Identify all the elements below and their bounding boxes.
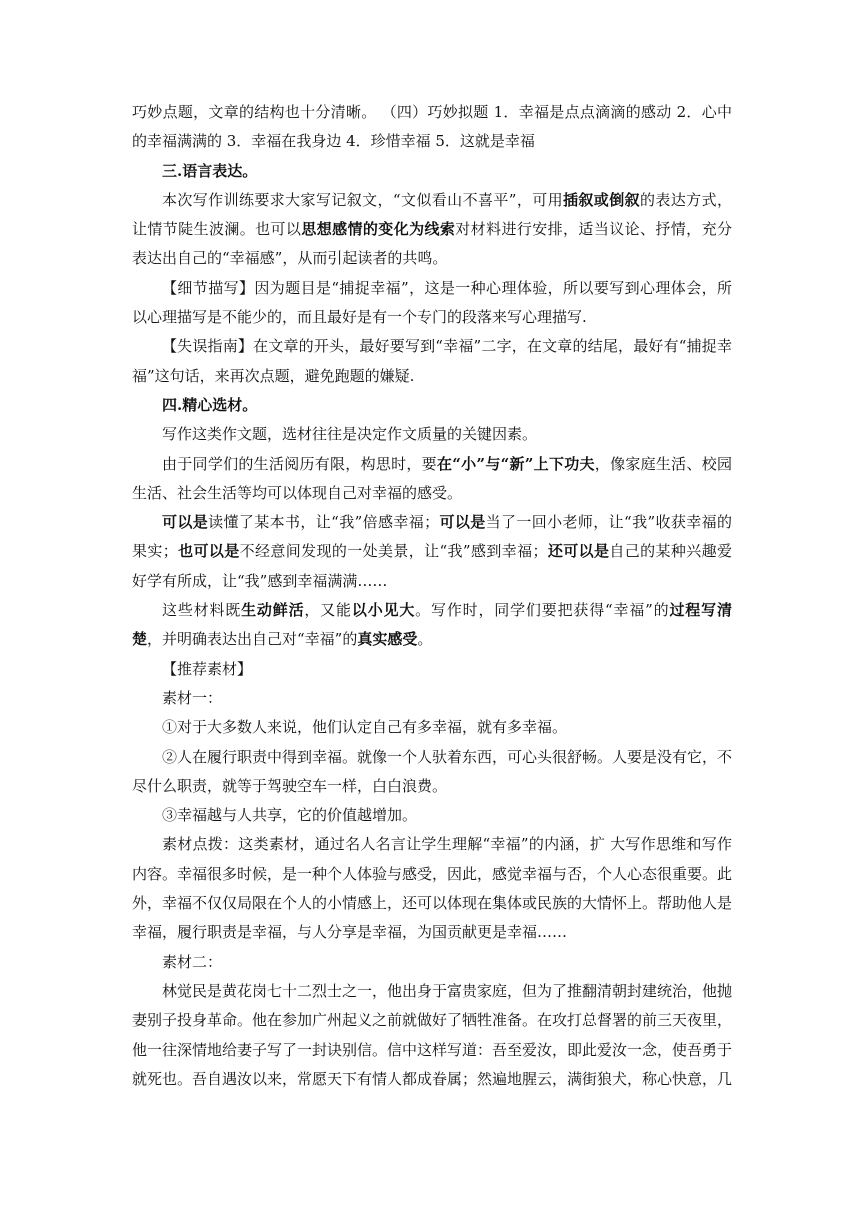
bold-text: 生动鲜活 xyxy=(241,601,305,620)
paragraph xyxy=(132,948,732,977)
text-run: 不经意间发现的一处美景，让“我”感到幸福； xyxy=(239,542,548,561)
paragraph xyxy=(132,713,732,742)
text-run: 的表达方式，让情节陡生波澜。也可以 xyxy=(132,190,732,239)
text-run: 。 xyxy=(417,630,433,649)
bold-text: 过程写清楚 xyxy=(132,601,732,649)
text-run: ②人在履行职责中得到幸福。就像一个人驮着东西，可心头很舒畅。人要是没有它，不尽什么职责，就等于驾驶空车一样，白白浪费。 xyxy=(132,747,733,795)
text-run: 这些材料既 xyxy=(162,601,242,620)
section-heading xyxy=(132,391,732,420)
text-run: 三.语言表达。 xyxy=(162,161,258,180)
bold-text: 在“小”与“新”上下功夫 xyxy=(436,454,595,473)
text-run: 【细节描写】因为题目是“捕捉幸福”，这是一种心理体验，所以要写到心理体会，所以心理描写是不能少的，而且最好是有一个专门的段落来写心理描写. xyxy=(132,278,732,327)
document-body xyxy=(132,98,732,1094)
paragraph xyxy=(132,420,732,449)
paragraph xyxy=(132,743,732,802)
paragraph xyxy=(132,332,732,391)
paragraph xyxy=(132,801,732,830)
text-run: 林觉民是黄花岗七十二烈士之一，他出身于富贵家庭，但为了推翻清朝封建统治，他抛妻别子投身革命。他在参加广州起义之前就做好了牺牲准备。在攻打总督署的前三天夜里，他一往深情地给妻子写了一封诀别信。信中这样写道：吾至爱汝，即此爱汝一念，使吾勇于就死也。吾自遇汝以来，常愿天下有情人都成眷属；然遍地腥云，满街狼犬，称心快意，几 xyxy=(132,981,733,1088)
bold-text: 可以是 xyxy=(162,513,209,532)
bold-text: 也可以是 xyxy=(177,542,240,561)
text-run: 对材料进行安排，适当议论、抒情，充分表达出自己的“幸福感”，从而引起读者的共鸣。 xyxy=(132,220,732,268)
paragraph xyxy=(132,684,732,713)
text-run: 素材二： xyxy=(162,952,223,971)
paragraph xyxy=(132,98,732,157)
paragraph xyxy=(132,450,732,509)
bold-text: 真实感受 xyxy=(357,630,418,649)
text-run: 【推荐素材】 xyxy=(162,659,253,678)
paragraph xyxy=(132,508,732,596)
text-run: 素材一： xyxy=(162,688,223,707)
paragraph xyxy=(132,186,732,274)
text-run: 本次写作训练要求大家写记叙文，“文似看山不喜平”，可用 xyxy=(162,190,564,209)
text-run: 素材点拨：这类素材，通过名人名言让学生理解“幸福”的内涵，扩 大写作思维和写作内容。幸福很多时候，是一种个人体验与感受，因此，感觉幸福与否，个人心态很重要。此外，幸福不仅仅局限在个人的小情感上，还可以体现在集体或民族的大情怀上。帮助他人是幸福，履行职责是幸福，与人分享是幸福，为国贡献更是幸福…… xyxy=(132,835,733,942)
text-run: 自己的某种兴趣爱好学有所成，让“我”感到幸福满满…… xyxy=(132,542,732,590)
paragraph xyxy=(132,596,732,655)
bold-text: 插叙或倒叙 xyxy=(563,190,640,209)
text-run: 四.精心选材。 xyxy=(162,395,258,414)
paragraph xyxy=(132,977,732,1094)
paragraph xyxy=(132,830,732,947)
bold-text: 可以是 xyxy=(439,513,486,532)
text-run: 写作这类作文题，选材往往是决定作文质量的关键因素。 xyxy=(162,425,538,444)
section-heading xyxy=(132,157,732,186)
text-run: ③幸福越与人共享，它的价值越增加。 xyxy=(162,806,418,825)
text-run: 由于同学们的生活阅历有限，构思时，要 xyxy=(162,454,437,473)
text-run: 读懂了某本书，让“我”倍感幸福； xyxy=(208,513,440,532)
text-run: 【失误指南】在文章的开头，最好要写到“幸福”二字，在文章的结尾，最好有“捕捉幸福”这句话，来再次点题，避免跑题的嫌疑. xyxy=(132,337,732,385)
text-run: 巧妙点题，文章的结构也十分清晰。 （四）巧妙拟题 1．幸福是点点滴滴的感动 2．心中的幸福满满的 3．幸福在我身边 4．珍惜幸福 5．这就是幸福 xyxy=(132,103,732,151)
bold-text: 以小见大 xyxy=(351,601,416,620)
bold-text: 还可以是 xyxy=(547,542,610,561)
text-run: 当了一回小老师，让“我”收获幸福的果实； xyxy=(132,513,732,561)
text-run: 。写作时，同学们要把获得“幸福”的 xyxy=(415,601,670,620)
text-run: ①对于大多数人来说，他们认定自己有多幸福，就有多幸福。 xyxy=(162,718,568,737)
text-run: ，并明确表达出自己对“幸福”的 xyxy=(147,630,358,649)
text-run: ，像家庭生活、校园生活、社会生活等均可以体现自己对幸福的感受。 xyxy=(132,454,732,502)
paragraph xyxy=(132,655,732,684)
bold-text: 思想感情的变化为线索 xyxy=(301,220,456,239)
text-run: ，又能 xyxy=(304,601,352,620)
paragraph xyxy=(132,274,732,333)
